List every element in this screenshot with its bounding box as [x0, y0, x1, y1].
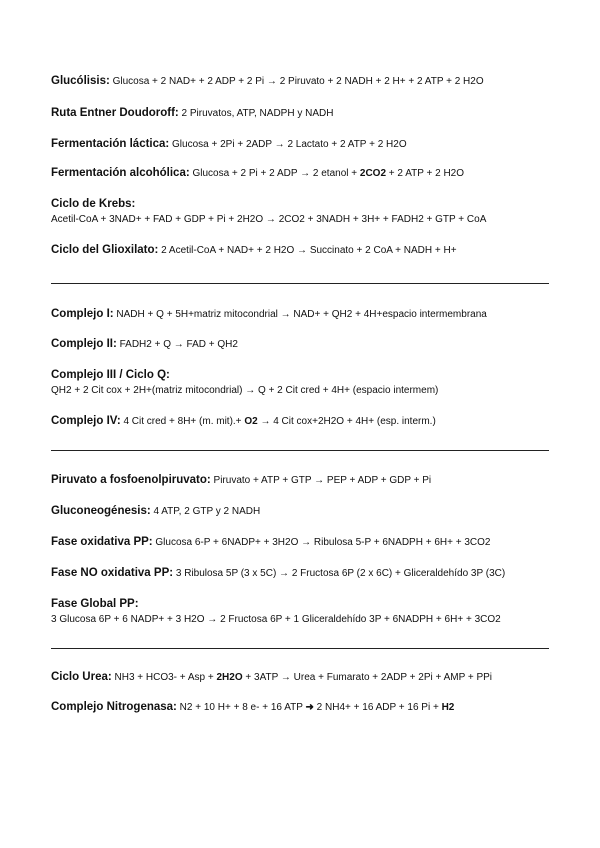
ciclo-urea-bold-h2o: 2H2O	[216, 672, 243, 683]
fermentacion-alcoholica-bold-co2: 2CO2	[359, 168, 387, 179]
complejo-ii-title: Complejo II:	[51, 338, 117, 350]
fermentacion-alcoholica-equation-b: + 2 ATP + 2 H2O	[388, 168, 465, 179]
ciclo-glioxilato-entry	[51, 243, 561, 258]
fase-oxidativa-pp-entry	[51, 535, 561, 550]
fermentacion-alcoholica-title: Fermentación alcohólica:	[51, 167, 190, 179]
fermentacion-lactica-equation: Glucosa + 2Pi + 2ADP → 2 Lactato + 2 ATP + 2 H2O	[172, 139, 407, 150]
piruvato-pep-entry	[51, 473, 561, 488]
ciclo-glioxilato-equation: 2 Acetil-CoA + NAD+ + 2 H2O → Succinato + 2 CoA + NADH + H+	[161, 245, 457, 256]
complejo-iii-title: Complejo III / Ciclo Q:	[51, 369, 170, 381]
entner-doudoroff-title: Ruta Entner Doudoroff:	[51, 107, 179, 119]
complejo-nitrogenasa-entry	[51, 700, 561, 715]
entner-doudoroff-entry	[51, 106, 561, 121]
ciclo-krebs-entry	[51, 197, 561, 227]
ciclo-urea-title: Ciclo Urea:	[51, 671, 112, 683]
complejo-nitrogenasa-equation-b: 2 NH4+ + 16 ADP + 16 Pi +	[316, 702, 439, 713]
section-divider	[51, 283, 549, 284]
piruvato-pep-title: Piruvato a fosfoenolpiruvato:	[51, 474, 211, 486]
fermentacion-lactica-entry	[51, 137, 561, 152]
ciclo-krebs-title: Ciclo de Krebs:	[51, 198, 136, 210]
ciclo-glioxilato-title: Ciclo del Glioxilato:	[51, 244, 159, 256]
complejo-ii-equation: FADH2 + Q → FAD + QH2	[119, 339, 238, 350]
arrow-icon: ➜	[305, 702, 314, 713]
complejo-iv-bold-o2: O2	[244, 416, 258, 427]
complejo-iii-entry	[51, 368, 561, 398]
glucolisis-entry	[51, 74, 561, 89]
fermentacion-alcoholica-entry	[51, 166, 561, 181]
gluconeogenesis-title: Gluconeogénesis:	[51, 505, 151, 517]
gluconeogenesis-entry	[51, 504, 561, 519]
complejo-ii-entry	[51, 337, 561, 352]
fase-no-oxidativa-pp-equation: 3 Ribulosa 5P (3 x 5C) → 2 Fructosa 6P (2 x 6C) + Gliceraldehído 3P (3C)	[175, 568, 506, 579]
section-divider	[51, 648, 549, 649]
fase-no-oxidativa-pp-title: Fase NO oxidativa PP:	[51, 567, 174, 579]
glucolisis-title: Glucólisis:	[51, 75, 110, 87]
complejo-nitrogenasa-bold-h2: H2	[441, 702, 455, 713]
complejo-iv-entry	[51, 414, 561, 429]
gluconeogenesis-text: 4 ATP, 2 GTP y 2 NADH	[153, 506, 261, 517]
complejo-nitrogenasa-title: Complejo Nitrogenasa:	[51, 701, 177, 713]
fase-no-oxidativa-pp-entry	[51, 566, 561, 581]
fase-oxidativa-pp-equation: Glucosa 6-P + 6NADP+ + 3H2O → Ribulosa 5-P + 6NADPH + 6H+ + 3CO2	[155, 537, 491, 548]
entner-doudoroff-text: 2 Piruvatos, ATP, NADPH y NADH	[181, 108, 334, 119]
complejo-i-entry	[51, 307, 561, 322]
fase-global-pp-title: Fase Global PP:	[51, 598, 139, 610]
complejo-iv-title: Complejo IV:	[51, 415, 121, 427]
ciclo-urea-equation-b: + 3ATP → Urea + Fumarato + 2ADP + 2Pi + AMP + PPi	[245, 672, 493, 683]
fase-global-pp-equation: 3 Glucosa 6P + 6 NADP+ + 3 H2O → 2 Fructosa 6P + 1 Gliceraldehído 3P + 6NADPH + 6H+ + 3CO2	[51, 614, 501, 625]
glucolisis-equation: Glucosa + 2 NAD+ + 2 ADP + 2 Pi → 2 Piruvato + 2 NADH + 2 H+ + 2 ATP + 2 H2O	[112, 76, 484, 87]
complejo-iv-equation-a: 4 Cit cred + 8H+ (m. mit).+	[123, 416, 242, 427]
fase-oxidativa-pp-title: Fase oxidativa PP:	[51, 536, 153, 548]
ciclo-krebs-equation: Acetil-CoA + 3NAD+ + FAD + GDP + Pi + 2H2O → 2CO2 + 3NADH + 3H+ + FADH2 + GTP + CoA	[51, 214, 487, 225]
complejo-i-title: Complejo I:	[51, 308, 114, 320]
ciclo-urea-equation-a: NH3 + HCO3- + Asp +	[114, 672, 214, 683]
complejo-iv-equation-b: → 4 Cit cox+2H2O + 4H+ (esp. interm.)	[260, 416, 436, 427]
fermentacion-lactica-title: Fermentación láctica:	[51, 138, 170, 150]
ciclo-urea-entry	[51, 670, 561, 685]
fase-global-pp-entry	[51, 597, 561, 627]
piruvato-pep-equation: Piruvato + ATP + GTP → PEP + ADP + GDP + Pi	[213, 475, 432, 486]
complejo-i-equation: NADH + Q + 5H+matriz mitocondrial → NAD+ + QH2 + 4H+espacio intermembrana	[116, 309, 487, 320]
complejo-nitrogenasa-equation-a: N2 + 10 H+ + 8 e- + 16 ATP	[179, 702, 303, 713]
section-divider	[51, 450, 549, 451]
complejo-iii-equation: QH2 + 2 Cit cox + 2H+(matriz mitocondrial) → Q + 2 Cit cred + 4H+ (espacio intermem)	[51, 385, 439, 396]
fermentacion-alcoholica-equation-a: Glucosa + 2 Pi + 2 ADP → 2 etanol +	[192, 168, 358, 179]
